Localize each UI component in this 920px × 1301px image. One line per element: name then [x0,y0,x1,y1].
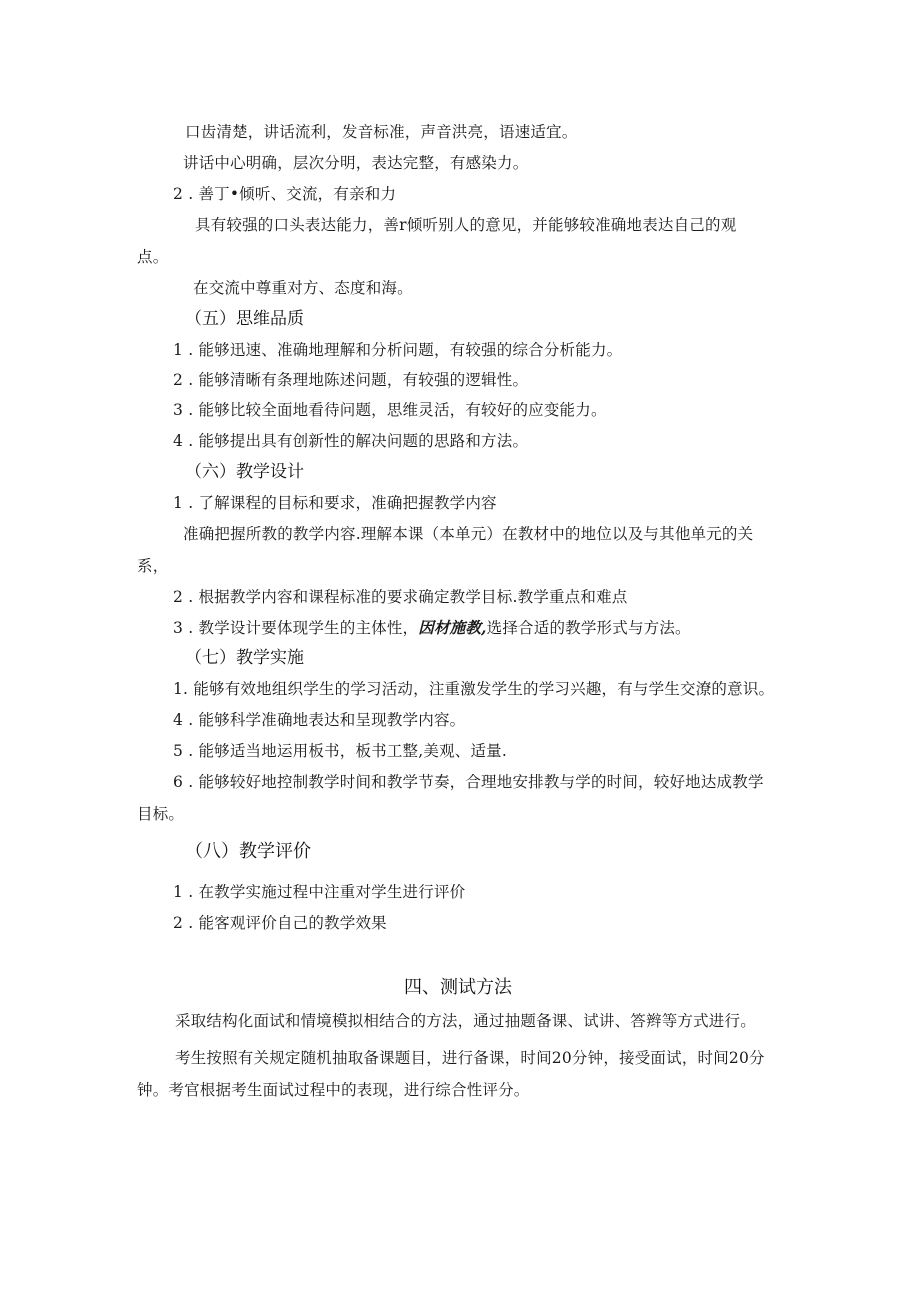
body-text: 口齿清楚，讲话流利，发音标准，声音洪亮，语速适宜。 [185,123,578,141]
list-item: 6 . 能够较好地控制教学时间和教学节奏，合理地安排教与学的时间，较好地达成教学 [173,773,764,791]
body-text: 讲话中心明确，层次分明，表达完整，有感染力。 [183,154,529,172]
body-text: 采取结构化面试和情境模拟相结合的方法，通过抽题备课、试讲、答辫等方式进行。 [175,1012,756,1030]
section-heading: （五）思维品质 [185,309,304,329]
body-text: 具有较强的口头表达能力，善r倾听别人的意见，并能够较准确地表达自己的观 [195,216,737,234]
list-item: 4 . 能够科学准确地表达和呈现教学内容。 [173,711,466,729]
list-item-text: 3 . 教学设计要体现学生的主体性， [173,619,419,637]
list-item: 3 . 能够比较全面地看待问题，思维灵活，有较好的应变能力。 [173,401,607,419]
list-item: 1 . 了解课程的目标和要求，准确把握教学内容 [173,494,497,512]
section-heading: （七）教学实施 [185,648,304,668]
body-text: 在交流中尊重对方、态度和海。 [193,279,413,297]
list-item: 5 . 能够适当地运用板书，板书工整,美观、适量. [173,742,507,760]
body-text: 点。 [137,248,169,266]
list-item: 1. 能够有效地组织学生的学习活动，注重激发学生的学习兴趣，有与学生交潦的意识。 [173,680,775,698]
list-item: 2 . 能客观评价自己的教学效果 [173,914,387,932]
body-text: 钟。考官根据考生面试过程中的表现，进行综合性评分。 [137,1081,530,1099]
list-item: 2 . 善丁•倾听、交流，有亲和力 [173,185,397,203]
list-item [173,618,691,638]
body-text: 考生按照有关规定随机抽取备课题目，进行备课，时间20分钟，接受面试，时间20分 [175,1049,765,1067]
section-heading: （六）教学设计 [185,462,304,482]
list-item: 4 . 能够提出具有创新性的解决问题的思路和方法。 [173,432,529,450]
body-text: 系， [137,557,169,575]
list-item: 1 . 在教学实施过程中注重对学生进行评价 [173,883,466,901]
part-heading: 四、测试方法 [404,977,512,998]
list-item-text: 选择合适的教学形式与方法。 [486,619,691,637]
emphasis-text: 因材施教, [418,618,487,637]
list-item: 2 . 根据教学内容和课程标准的要求确定教学目标.教学重点和难点 [173,588,628,606]
body-text: 目标。 [137,805,185,823]
section-heading: （八）教学评价 [185,841,311,862]
body-text: 准确把握所教的教学内容.理解本课（本单元）在教材中的地位以及与其他单元的关 [183,525,754,543]
list-item: 1 . 能够迅速、准确地理解和分析问题，有较强的综合分析能力。 [173,341,623,359]
list-item: 2 . 能够清晰有条理地陈述问题，有较强的逻辑性。 [173,371,529,389]
